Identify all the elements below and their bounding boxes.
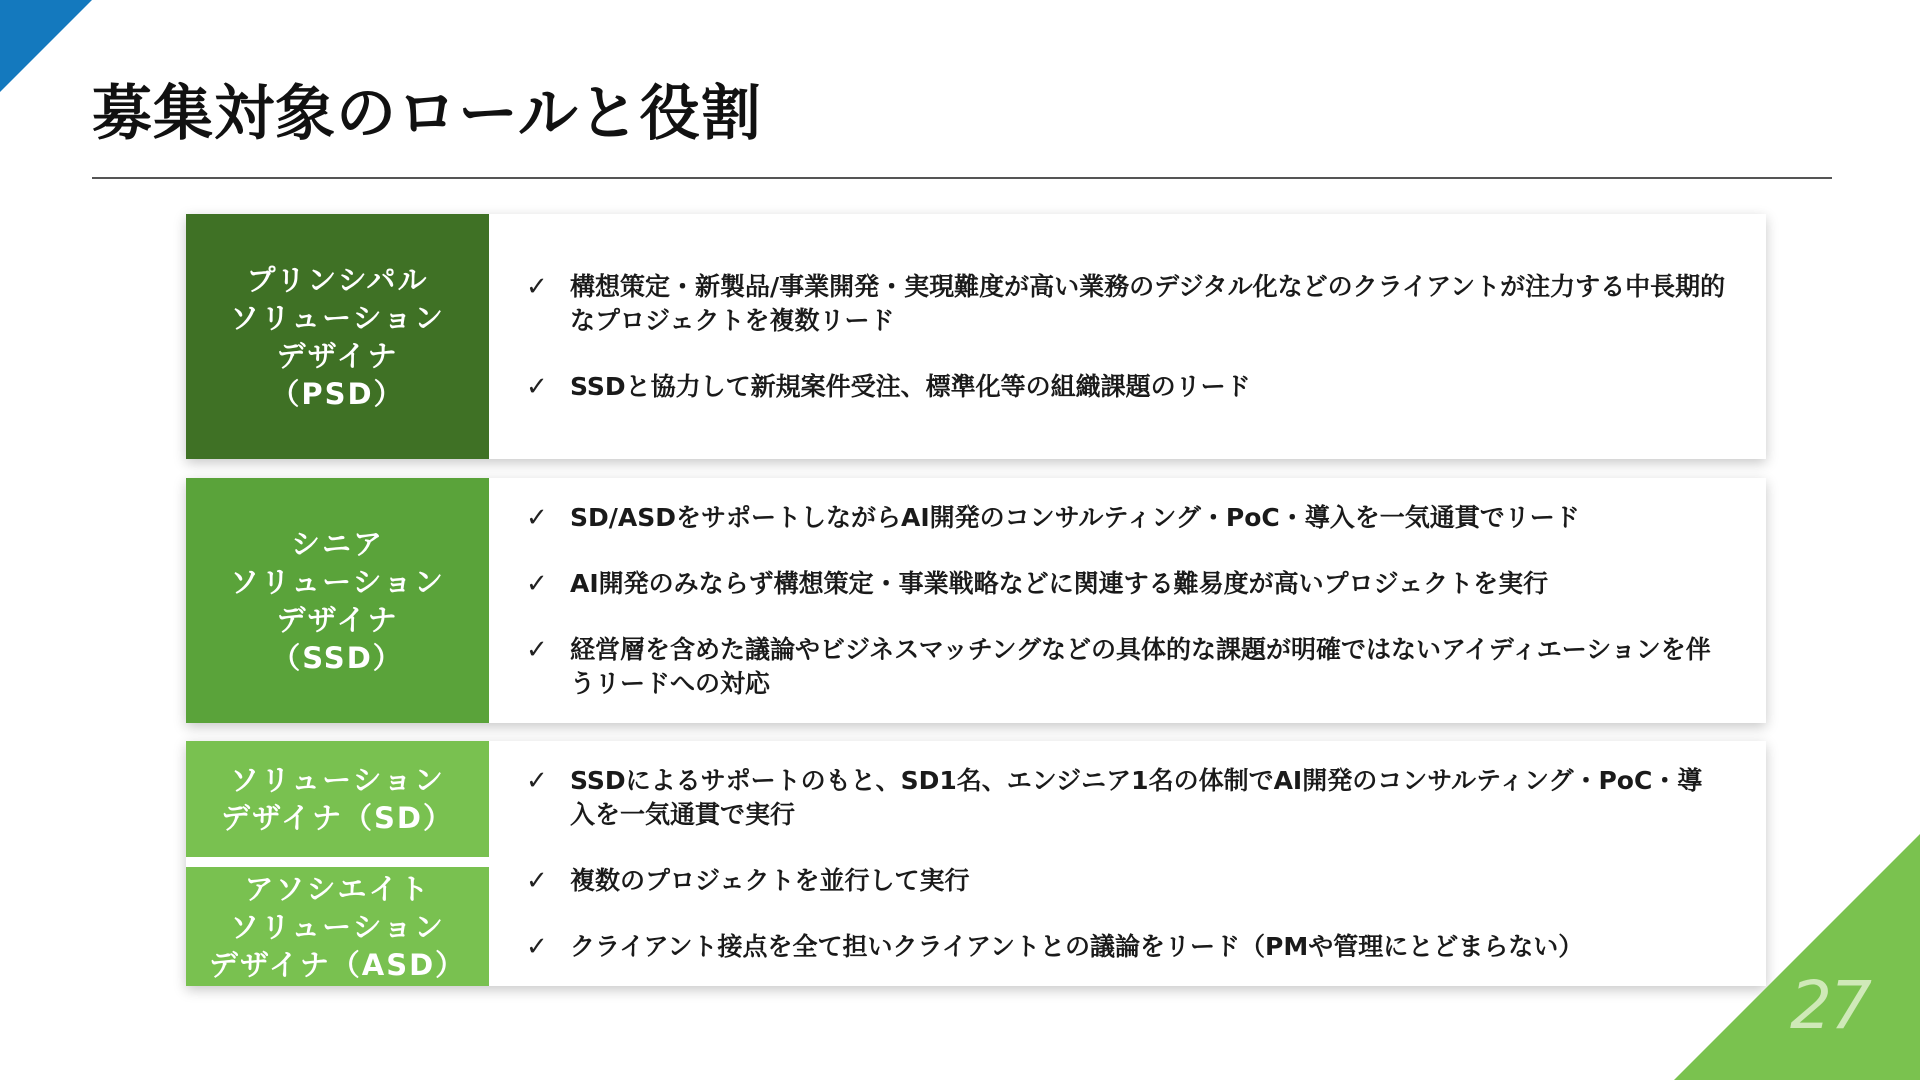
responsibility-item: [526, 270, 1726, 338]
responsibility-text: SSDと協力して新規案件受注、標準化等の組織課題のリード: [570, 371, 1251, 401]
role-label-ssd: [186, 478, 489, 723]
role-label-line: デザイナ（SD）: [221, 801, 454, 835]
responsibility-text: SD/ASDをサポートしながらAI開発のコンサルティング・PoC・導入を一気通貫でリード: [570, 502, 1580, 532]
role-card-psd: [186, 214, 1766, 459]
check-icon: ✓: [526, 271, 548, 302]
corner-accent-top-left: [0, 0, 92, 92]
role-label-line: アソシエイト: [244, 871, 431, 906]
role-label-line: ソリューション: [230, 564, 445, 599]
check-icon: ✓: [526, 865, 548, 896]
responsibility-text: SSDによるサポートのもと、SD1名、エンジニア1名の体制でAI開発のコンサルティング・PoC・導入を一気通貫で実行: [570, 765, 1703, 829]
responsibility-item: [526, 930, 1726, 964]
page-number: 27: [1790, 967, 1870, 1044]
check-icon: ✓: [526, 568, 548, 599]
role-responsibilities-sd-asd: [526, 741, 1726, 986]
role-responsibilities-psd: [526, 214, 1726, 459]
check-icon: ✓: [526, 502, 548, 533]
role-label-line: （PSD）: [270, 376, 405, 411]
check-icon: ✓: [526, 634, 548, 665]
responsibility-text: 複数のプロジェクトを並行して実行: [570, 865, 970, 895]
role-label-line: （SSD）: [271, 640, 404, 675]
role-label-psd: [186, 214, 489, 459]
responsibility-text: 構想策定・新製品/事業開発・実現難度が高い業務のデジタル化などのクライアントが注力する中長期的なプロジェクトを複数リード: [570, 271, 1726, 335]
responsibility-item: [526, 567, 1726, 601]
role-label-line: デザイナ: [276, 338, 399, 373]
responsibility-item: [526, 370, 1726, 404]
role-label-line: デザイナ: [276, 602, 399, 637]
role-label-line: ソリューション: [230, 909, 445, 944]
responsibility-item: [526, 764, 1726, 832]
check-icon: ✓: [526, 931, 548, 962]
role-label-separator: [186, 857, 489, 867]
role-label-line: シニア: [290, 526, 384, 561]
page-title: 募集対象のロールと役割: [92, 79, 762, 149]
title-divider: [92, 177, 1832, 179]
check-icon: ✓: [526, 371, 548, 402]
role-responsibilities-ssd: [526, 478, 1726, 723]
role-label-line: プリンシパル: [246, 262, 429, 297]
responsibility-item: [526, 864, 1726, 898]
role-card-sd-asd: [186, 741, 1766, 986]
role-label-line: ソリューション: [230, 763, 445, 797]
role-label-line: デザイナ（ASD）: [208, 947, 467, 982]
check-icon: ✓: [526, 765, 548, 796]
role-label-sd: [186, 741, 489, 857]
responsibility-text: 経営層を含めた議論やビジネスマッチングなどの具体的な課題が明確ではないアイディエーションを伴うリードへの対応: [570, 634, 1711, 698]
responsibility-text: AI開発のみならず構想策定・事業戦略などに関連する難易度が高いプロジェクトを実行: [570, 568, 1549, 598]
role-label-line: ソリューション: [230, 300, 445, 335]
role-label-asd: [186, 867, 489, 986]
responsibility-item: [526, 633, 1726, 701]
responsibility-item: [526, 501, 1726, 535]
responsibility-text: クライアント接点を全て担いクライアントとの議論をリード（PMや管理にとどまらない）: [570, 931, 1584, 961]
role-card-ssd: [186, 478, 1766, 723]
